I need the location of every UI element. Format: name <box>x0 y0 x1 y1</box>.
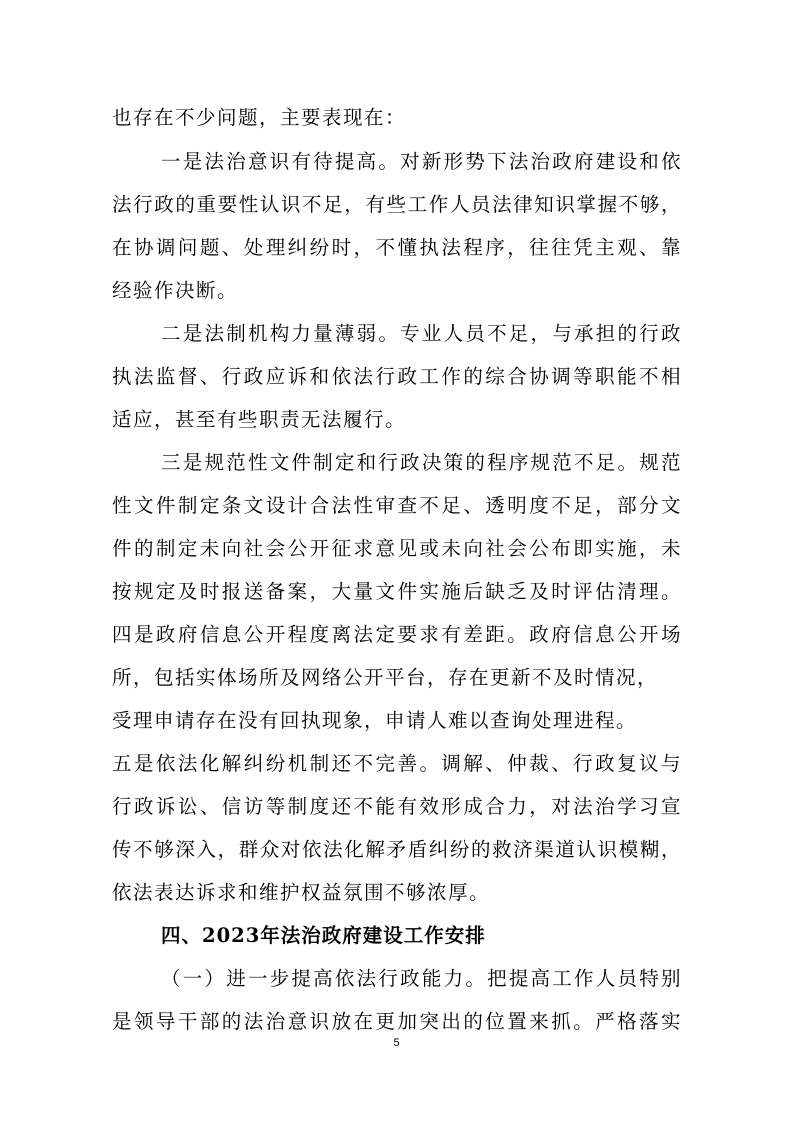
paragraph-line: 适应，甚至有些职责无法履行。 <box>112 408 407 431</box>
paragraph-line: 在协调问题、处理纠纷时，不懂执法程序，往往凭主观、靠 <box>112 236 682 259</box>
paragraph-line: 所，包括实体场所及网络公开平台，存在更新不及时情况， <box>112 666 659 689</box>
paragraph-line: 一是法治意识有待提高。对新形势下法治政府建设和依 <box>161 150 682 173</box>
paragraph-line: 法行政的重要性认识不足，有些工作人员法律知识掌握不够， <box>112 193 682 216</box>
paragraph-line: 二是法制机构力量薄弱。专业人员不足，与承担的行政 <box>161 322 682 345</box>
paragraph-line: 执法监督、行政应诉和依法行政工作的综合协调等职能不相 <box>112 365 682 388</box>
paragraph-line: （一）进一步提高依法行政能力。把提高工作人员特别 <box>161 967 682 990</box>
paragraph-line: 依法表达诉求和维护权益氛围不够浓厚。 <box>112 881 491 904</box>
paragraph-line: 三是规范性文件制定和行政决策的程序规范不足。规范 <box>161 451 682 474</box>
paragraph-line: 性文件制定条文设计合法性审查不足、透明度不足，部分文 <box>112 494 682 517</box>
paragraph-line: 四是政府信息公开程度离法定要求有差距。政府信息公开场 <box>112 623 682 646</box>
paragraph-line: 受理申请存在没有回执现象，申请人难以查询处理进程。 <box>112 709 638 732</box>
paragraph-line: 传不够深入，群众对依法化解矛盾纠纷的救济渠道认识模糊， <box>112 838 682 861</box>
section-heading: 四、2023年法治政府建设工作安排 <box>161 924 486 947</box>
paragraph-line: 是领导干部的法治意识放在更加突出的位置来抓。严格落实 <box>112 1010 682 1033</box>
paragraph-line: 经验作决断。 <box>112 279 239 302</box>
paragraph-line: 五是依法化解纠纷机制还不完善。调解、仲裁、行政复议与 <box>112 752 682 775</box>
paragraph-line: 也存在不少问题，主要表现在： <box>112 106 407 129</box>
paragraph-line: 按规定及时报送备案，大量文件实施后缺乏及时评估清理。 <box>112 580 682 603</box>
paragraph-line: 行政诉讼、信访等制度还不能有效形成合力，对法治学习宣 <box>112 795 682 818</box>
page-number: 5 <box>393 1037 400 1049</box>
paragraph-line: 件的制定未向社会公开征求意见或未向社会公布即实施，未 <box>112 537 682 560</box>
